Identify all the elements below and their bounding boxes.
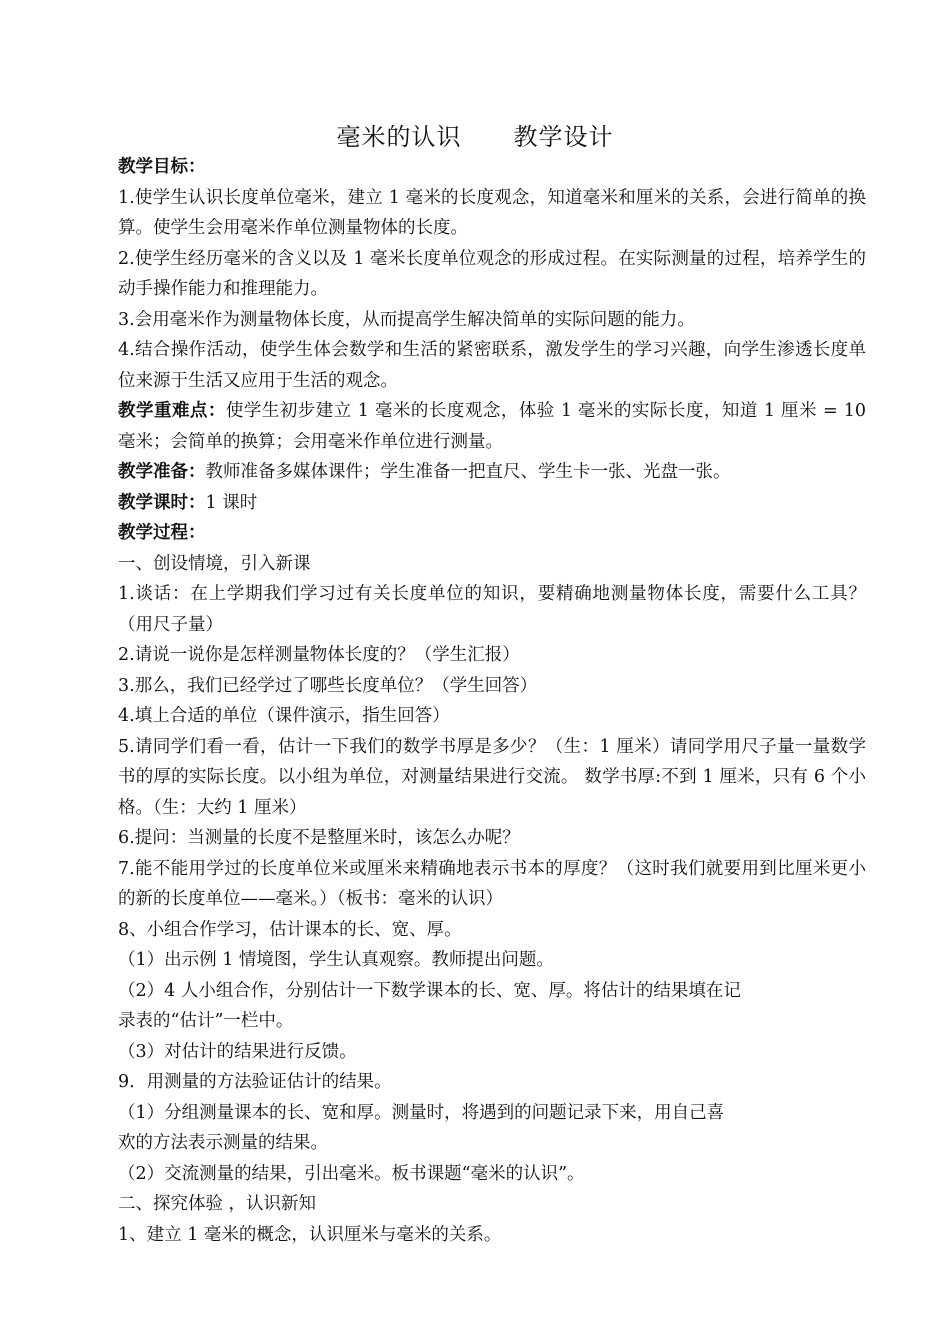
process-item: 8、小组合作学习，估计课本的长、宽、厚。 — [118, 919, 462, 940]
process-item: 7.能不能用学过的长度单位米或厘米来精确地表示书本的厚度？（这时我们就要用到比厘米更小的新的长度单位——毫米。）（板书：毫米的认识） — [118, 858, 866, 909]
sub-item: （2）4 人小组合作，分别估计一下数学课本的长、宽、厚。将估计的结果填在记 — [118, 980, 741, 1001]
process-item: 3.那么，我们已经学过了哪些长度单位？（学生回答） — [118, 675, 538, 696]
class-hours-text: 1 课时 — [205, 492, 258, 513]
objective-item: 3.会用毫米作为测量物体长度，从而提高学生解决简单的实际问题的能力。 — [118, 309, 695, 330]
process-heading: 教学过程： — [118, 523, 206, 543]
sub-item: 录表的“估计”一栏中。 — [118, 1011, 294, 1031]
title-sub: 教学设计 — [513, 123, 614, 151]
objectives-heading: 教学目标： — [118, 157, 206, 177]
objective-item: 2.使学生经历毫米的含义以及 1 毫米长度单位观念的形成过程。在实际测量的过程，培养学生的动手操作能力和推理能力。 — [118, 248, 866, 299]
class-hours — [118, 488, 866, 519]
key-points-text: 使学生初步建立 1 毫米的长度观念，体验 1 毫米的实际长度，知道 1 厘米 = 10 毫米；会简单的换算；会用毫米作单位进行测量。 — [118, 401, 866, 452]
preparation-label: 教学准备： — [118, 462, 206, 482]
document-title — [0, 120, 950, 154]
sub-item: 欢的方法表示测量的结果。 — [118, 1133, 328, 1153]
key-points-label: 教学重难点： — [118, 401, 226, 421]
class-hours-label: 教学课时： — [118, 492, 206, 513]
process-item: 6.提问：当测量的长度不是整厘米时，该怎么办呢？ — [118, 828, 520, 848]
title-main: 毫米的认识 — [336, 123, 462, 151]
process-item: 4.填上合适的单位（课件演示，指生回答） — [118, 706, 450, 726]
objective-item: 1.使学生认识长度单位毫米，建立 1 毫米的长度观念，知道毫米和厘米的关系，会进行简单的换算。使学生会用毫米作单位测量物体的长度。 — [118, 187, 866, 238]
process-item: 5.请同学们看一看，估计一下我们的数学书厚是多少？（生：1 厘米）请同学用尺子量一量数学书的厚的实际长度。以小组为单位，对测量结果进行交流。 数学书厚:不到 1 厘米，只有 6 个小格。（生：大约 1 厘米） — [118, 736, 866, 818]
section-heading: 一、创设情境，引入新课 — [118, 553, 311, 574]
sub-item: （3）对估计的结果进行反馈。 — [118, 1041, 357, 1062]
preparation-text: 教师准备多媒体课件；学生准备一把直尺、学生卡一张、光盘一张。 — [205, 462, 731, 482]
section-heading: 二、探究体验 ，认识新知 — [118, 1194, 317, 1214]
sub-item: （1）分组测量课本的长、宽和厚。测量时，将遇到的问题记录下来，用自己喜 — [118, 1102, 725, 1123]
preparation — [118, 457, 866, 488]
process-item: 1、建立 1 毫米的概念，认识厘米与毫米的关系。 — [118, 1224, 502, 1245]
process-item: 1.谈话：在上学期我们学习过有关长度单位的知识，要精确地测量物体长度，需要什么工具？（用尺子量） — [118, 584, 866, 635]
key-points — [118, 396, 866, 457]
sub-item: （2）交流测量的结果，引出毫米。板书课题“毫米的认识”。 — [118, 1163, 585, 1184]
objective-item: 4.结合操作活动，使学生体会数学和生活的紧密联系，激发学生的学习兴趣，向学生渗透长度单位来源于生活又应用于生活的观念。 — [118, 340, 866, 391]
sub-item: （1）出示例 1 情境图，学生认真观察。教师提出问题。 — [118, 950, 554, 970]
process-item: 2.请说一说你是怎样测量物体长度的？（学生汇报） — [118, 645, 520, 665]
document-body — [118, 152, 866, 1250]
process-item: 9．用测量的方法验证估计的结果。 — [118, 1072, 392, 1092]
